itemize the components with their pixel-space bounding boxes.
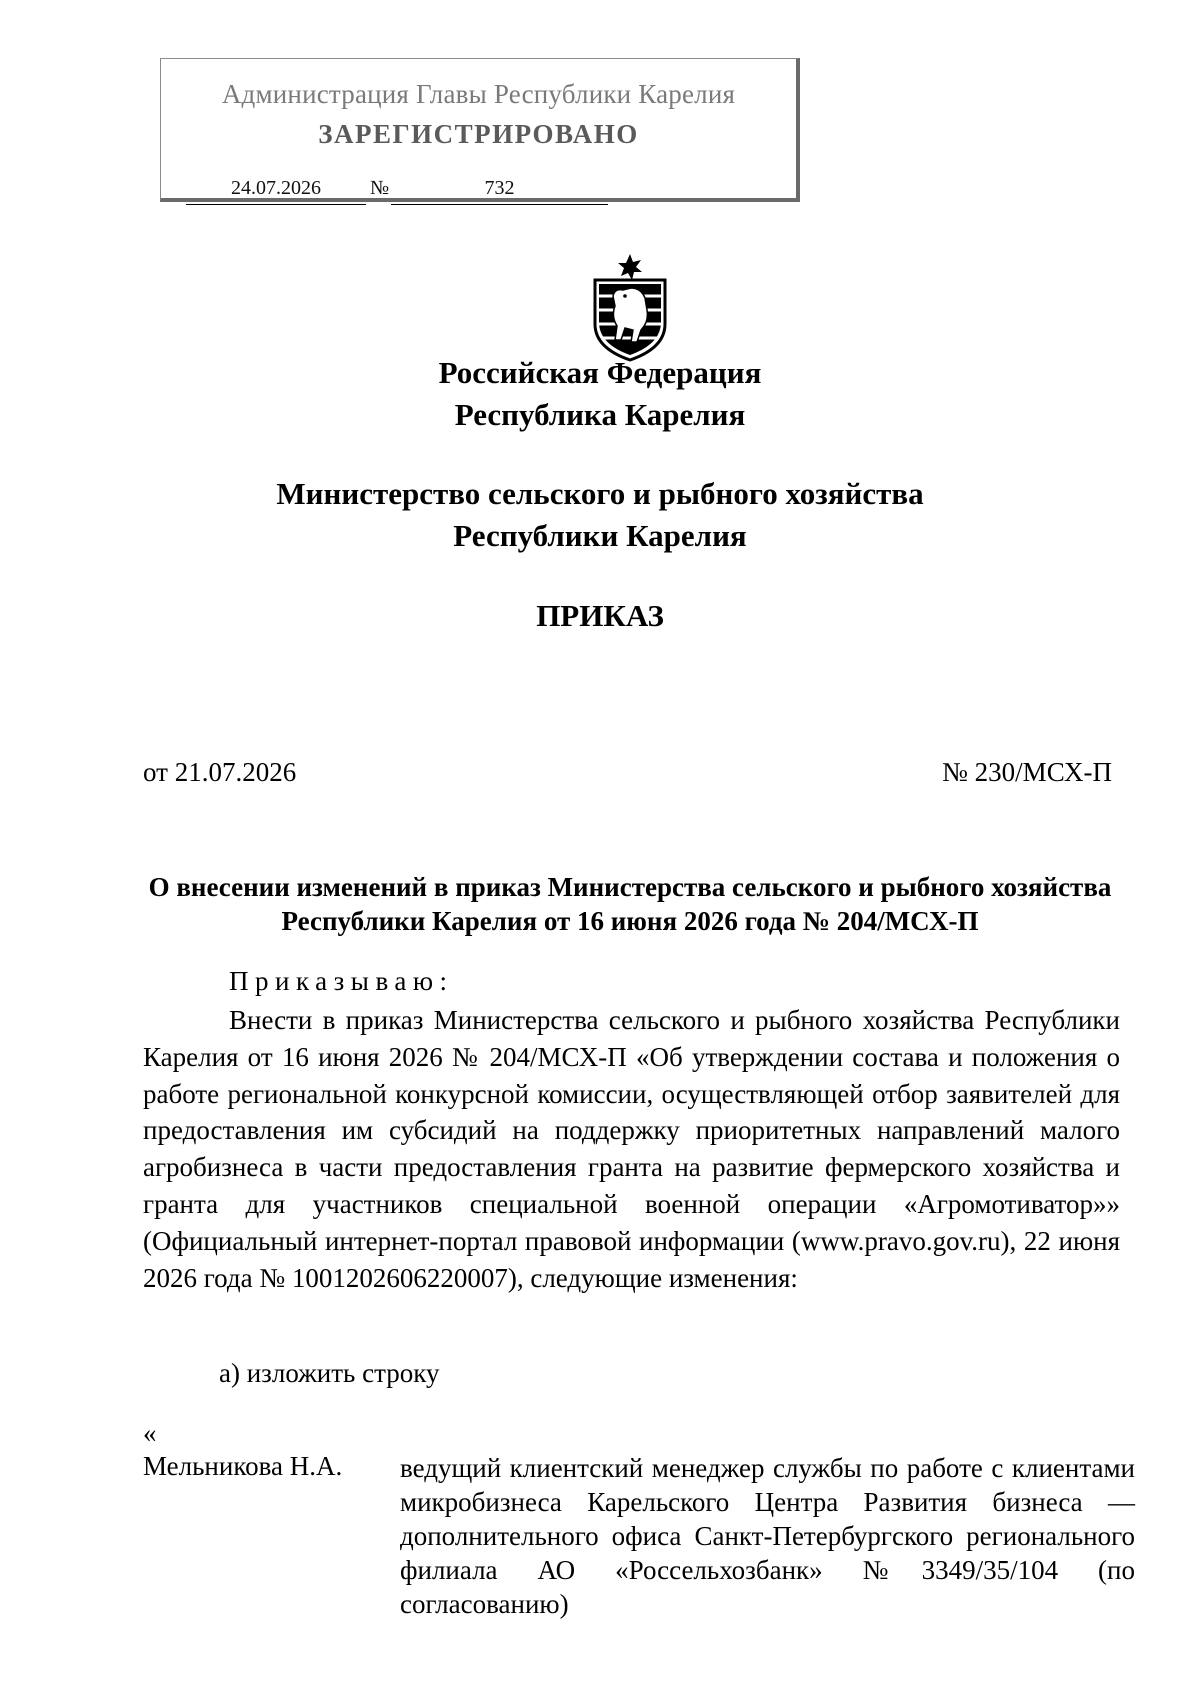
stamp-registered-text: ЗАРЕГИСТРИРОВАНО: [318, 119, 639, 149]
stamp-administration-text: Администрация Главы Республики Карелия: [221, 79, 736, 109]
ministry-title-line2: Республики Карелия: [453, 518, 747, 553]
header-republic: Республика Карелия: [454, 397, 746, 432]
prikazyvayu-label: Приказываю:: [229, 966, 454, 996]
stamp-number: 732: [391, 174, 608, 205]
registration-stamp: [160, 58, 800, 202]
stamp-date: 24.07.2026: [186, 174, 366, 205]
body-paragraph: Внести в приказ Министерства сельского и рыбного хозяйства Республики Карелия от 16 июня 2026 № 204/МСХ-П «Об утверждении состава и положения о работе региональной конкурсной комиссии, осуществляющей отбор заявителей для предоставления им субсидий на поддержку приоритетных направлений малого агробизнеса в части предоставления гранта на развитие фермерского хозяйства и гранта для участников специальной военной операции «Агромотиватор»» (Официальный интернет-портал правовой информации (www.pravo.gov.ru), 22 июня 2026 года № 1001202606220007), следующие изменения:: [143, 1005, 1120, 1293]
stamp-number-sign: №: [370, 177, 390, 199]
document-type: ПРИКАЗ: [536, 598, 664, 633]
ministry-title-line1: Министерство сельского и рыбного хозяйства: [276, 476, 924, 511]
karelia-coat-of-arms-icon: [585, 252, 675, 362]
order-date: от 21.07.2026: [143, 757, 297, 787]
member-name: Мельникова Н.А.: [143, 1451, 343, 1481]
member-role: ведущий клиентский менеджер службы по работе с клиентами микробизнеса Карельского Центра Развития бизнеса — дополнительного офиса Санкт-Петербургского регионального филиала АО «Россельхозбанк» №3349/35/104 (по согласованию): [400, 1453, 1135, 1619]
opening-quote: «: [143, 1418, 157, 1448]
header-federation: Российская Федерация: [438, 355, 762, 390]
order-subject: О внесении изменений в приказ Министерства сельского и рыбного хозяйства Республики Карелия от 16 июня 2026 года № 204/МСХ-П: [148, 872, 1112, 936]
order-number: № 230/МСХ-П: [942, 757, 1112, 787]
item-a: а) изложить строку: [219, 1358, 440, 1388]
